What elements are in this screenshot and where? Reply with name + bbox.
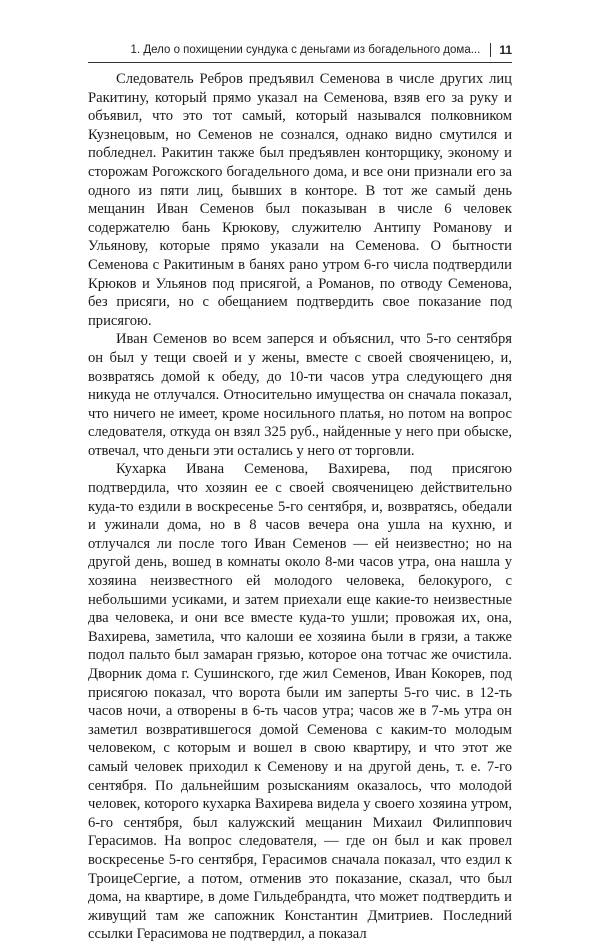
running-header	[88, 40, 512, 60]
paragraph: Иван Семенов во всем заперся и объяснил, что 5-го сентября он был у тещи своей и у жены, вместе с своей свояченицею, и, возвратясь домой к обеду, до 10-ти часов утра следующего дня никуда не отлучался. Относительно имущества он сначала показал, что ничего не имеет, кроме носильного платья, но потом на вопрос следователя, откуда он взял 325 руб., найденные у него при обыске, отвечал, что деньги эти остались у него от торговли.	[88, 331, 512, 459]
running-header-title: 1. Дело о похищении сундука с деньгами из богадельного дома...	[130, 44, 481, 56]
header-divider	[490, 43, 491, 57]
header-rule	[88, 62, 512, 63]
paragraph: Следователь Ребров предъявил Семенова в числе других лиц Ракитину, который прямо указал на Семенова, взяв его за руку и объявил, что это тот самый, который назывался полковником Кузнецовым, но Семенов не сознался, однако видно смутился и побледнел. Ракитин также был предъявлен конторщику, эконому и сторожам Рогожского богадельного дома, и все они признали его за одного из пяти лиц, бывших в конторе. В тот же самый день мещанин Иван Семенов был показыван в числе 6 человек содержателю бань Крюкову, служителю Антипу Романову и Ульянову, которые прямо указали на Семенова. О бытности Семенова с Ракитиным в банях рано утром 6-го числа подтвердили Крюков и Ульянов под присягой, а Романов, по отводу Семенова, без присяги, но с обещанием подтвердить свое показание под присягою.	[88, 71, 512, 329]
body-text	[88, 70, 512, 944]
paragraph: Кухарка Ивана Семенова, Вахирева, под присягою подтвердила, что хозяин ее с своей свояченицею действительно куда-то ездили в воскресенье 5-го сентября, и, возвратясь, обедали и ужинали дома, но в 8 часов вечера она ушла на кухню, и отлучался ли после того Иван Семенов — ей неизвестно; но на другой день, вошед в комнаты около 8-ми часов утра, она нашла у хозяина неизвестного ей молодого человека, белокурого, с небольшими усиками, и затем приехали еще какие-то неизвестные два человека, и они все вместе куда-то ушли; провожая их, она, Вахирева, заметила, что калоши ее хозяина были в грязи, а также подол пальто был замаран грязью, которое она тотчас же очистила. Дворник дома г. Сушинского, где жил Семенов, Иван Кокорев, под присягою показал, что ворота были им заперты 5-го чис. в 12-ть часов ночи, а отворены в 6-ть часов утра; часов же в 7-мь утра он заметил возвратившегося домой Семенова с каким-то молодым человеком, с которым и вошел в свою квартиру, и что этот же самый человек приходил к Семенову и на другой день, т. е. 7-го сентября. По дальнейшим розысканиям оказалось, что молодой человек, которого кухарка Вахирева видела у своего хозяина утром, 6-го сентября, был калужский мещанин Михаил Филиппович Герасимов. На вопрос следователя, — где он был и как провел воскресенье 5-го сентября, Герасимов сначала показал, что ездил к ТроицеСергие, а потом, отменив это показание, сказал, что был дома, на квартире, в доме Гильдебрандта, что может подтвердить и живущий там же сапожник Константин Дмитриев. Последний ссылки Герасимова не подтвердил, а показал	[88, 461, 512, 943]
page-number: 11	[499, 43, 512, 57]
